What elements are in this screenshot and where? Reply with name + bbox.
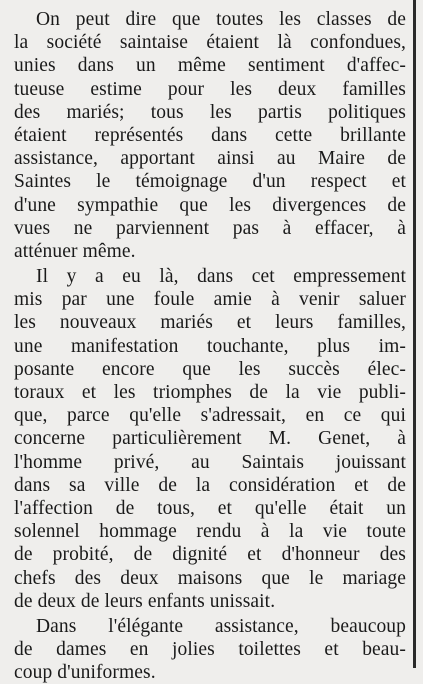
text-line: que, parce qu'elle s'adressait, en ce qui xyxy=(14,405,406,427)
text-line: dans sa ville de la considération et de xyxy=(14,474,406,496)
paragraph-3 xyxy=(14,615,406,684)
text-line: chefs des deux maisons que le mariage xyxy=(14,567,406,589)
text-line: la société saintaise étaient là confondues, xyxy=(14,32,406,54)
paragraph-2 xyxy=(14,265,406,613)
text-line: de probité, de dignité et d'honneur des xyxy=(14,544,406,566)
paragraph-1 xyxy=(14,8,406,263)
text-line: d'une sympathie que les divergences de xyxy=(14,194,406,216)
column-rule xyxy=(413,0,416,668)
text-line: Dans l'élégante assistance, beaucoup xyxy=(36,615,406,637)
text-line: solennel hommage rendu à la vie toute xyxy=(14,521,406,543)
text-line: vues ne parviennent pas à effacer, à xyxy=(14,217,406,239)
text-line: mis par une foule amie à venir saluer xyxy=(14,289,406,311)
text-line: unies dans un même sentiment d'affec- xyxy=(14,55,406,77)
article-body xyxy=(14,8,406,684)
text-line: tueuse estime pour les deux familles xyxy=(14,78,406,100)
text-line: étaient représentés dans cette brillante xyxy=(14,124,406,146)
text-line: une manifestation touchante, plus im- xyxy=(14,335,406,357)
text-line: Saintes le témoignage d'un respect et xyxy=(14,171,406,193)
text-line: des mariés; tous les partis politiques xyxy=(14,101,406,123)
text-line: de dames en jolies toilettes et beau- xyxy=(14,639,406,661)
text-line: de deux de leurs enfants unissait. xyxy=(14,590,276,612)
text-line: posante encore que les succès élec- xyxy=(14,358,406,380)
text-line: Il y a eu là, dans cet empressement xyxy=(36,266,406,288)
text-line: l'affection de tous, et qu'elle était un xyxy=(14,497,406,519)
text-line: coup d'uniformes. xyxy=(14,662,156,684)
text-line: atténuer même. xyxy=(14,240,136,262)
text-line: toraux et les triomphes de la vie publi- xyxy=(14,382,406,403)
text-line: On peut dire que toutes les classes de xyxy=(36,9,406,30)
text-line: l'homme privé, au Saintais jouissant xyxy=(14,451,406,473)
text-line: concerne particulièrement M. Genet, à xyxy=(14,428,406,450)
text-line: les nouveaux mariés et leurs familles, xyxy=(14,312,406,334)
text-line: assistance, apportant ainsi au Maire de xyxy=(14,148,406,170)
